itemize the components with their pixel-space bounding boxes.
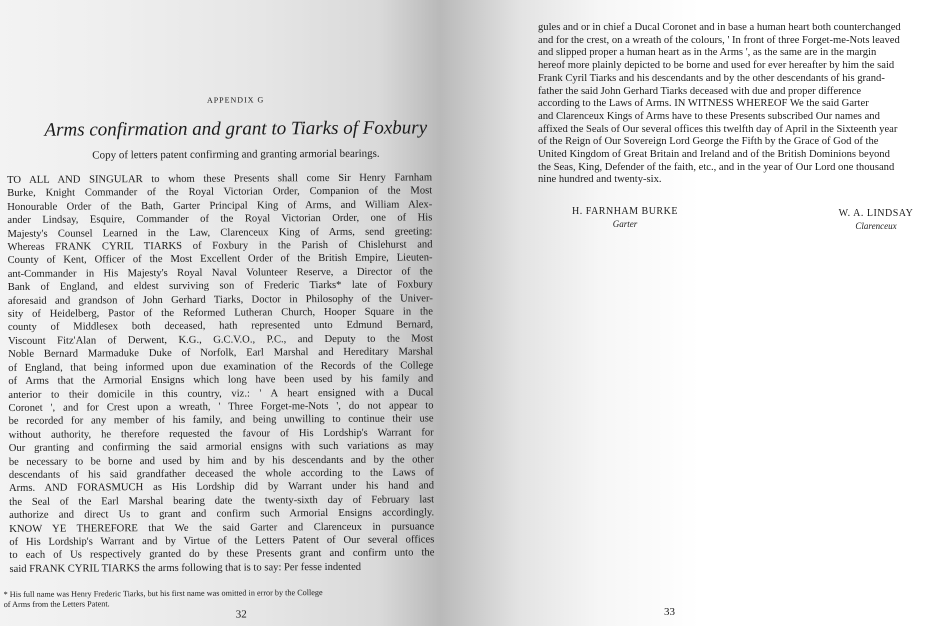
text-line: * His full name was Henry Frederic Tiarks, but his first name was omitted in error by the College (3, 588, 323, 599)
text-line: ant-Commander in His Majesty's Royal Naval Volunteer Reserve, a Director of the (7, 266, 433, 280)
left-body-text (7, 171, 434, 576)
text-line: Bank of England, and eldest surviving son of Frederic Tiarks* late of Foxbury (7, 279, 433, 294)
text-line: of Arms that the Armorial Ensigns which long have been used by his family and (8, 373, 434, 388)
text-line: said FRANK CYRIL TIARKS the arms following that is to say: Per fesse indented (9, 561, 362, 575)
signature-name: W. A. LINDSAY (838, 208, 914, 219)
text-line: Viscount Fitz'Alan of Derwent, K.G., G.C.V.O., P.C., and Deputy to the Most (8, 333, 434, 347)
text-line: and for the crest, on a wreath of the colours, ' In front of three Forget-me-Nots leaved (538, 34, 900, 46)
text-line: anterior to their domicile in this country, viz.: ' A heart ensigned with a Ducal (8, 386, 434, 401)
text-line: according to the Laws of Arms. IN WITNESS WHEREOF We the said Garter (538, 98, 869, 110)
text-line: ander Lindsay, Esquire, Commander of the Royal Victorian Order, one of His (7, 212, 433, 227)
text-line: without authority, he therefore requested the favour of His Lordship's Warrant for (8, 427, 434, 441)
text-line: descendants of his said grandfather deceased the whole according to the Laws of (8, 467, 434, 481)
text-line: sity of Heidelberg, Pastor of the Reformed Lutheran Church, Hooper Square in the (7, 306, 433, 321)
appendix-label: APPENDIX G (206, 95, 265, 105)
text-line: gules and or in chief a Ducal Coronet and in base a human heart both counterchanged (538, 22, 901, 33)
text-line: of the Reign of Our Sovereign Lord George the Fifth by the Grace of God of the (538, 136, 879, 148)
right-body-text (538, 22, 944, 187)
text-line: KNOW YE THEREFORE that We the said Garter and Clarenceux in pursuance (9, 520, 435, 535)
text-line: county of Middlesex both deceased, hath represented unto Edmund Bernard, (7, 319, 434, 334)
text-line: United Kingdom of Great Britain and Ireland and of the British Dominions beyond (538, 149, 890, 161)
text-line: authorize and direct Us to grant and confirm such Armorial Ensigns accordingly. (9, 507, 435, 522)
text-line: aforesaid and grandson of John Gerhard Tiarks, Doctor in Philosophy of the Univer- (7, 293, 433, 307)
signature-role: Garter (612, 219, 638, 229)
text-line: the Seal of the Earl Marshal bearing date the twenty-sixth day of February last (9, 494, 435, 508)
page-number-left: 32 (235, 608, 247, 621)
text-line: TO ALL AND SINGULAR to whom these Presents shall come Sir Henry Farnham (7, 172, 433, 186)
text-line: Whereas FRANK CYRIL TIARKS of Foxbury in the Parish of Chislehurst and (7, 239, 433, 253)
text-line: the Seas, King, Defender of the faith, etc., and in the year of Our Lord one thousand (538, 161, 895, 173)
text-line: Coronet ', and for Crest upon a wreath, ' Three Forget-me-Nots ', do not appear to (8, 400, 434, 414)
text-line: father the said John Gerhard Tiarks deceased with due and proper difference (538, 85, 862, 97)
page-title: Arms confirmation and grant to Tiarks of Foxbury (44, 117, 428, 141)
text-line: affixed the Seals of Our several offices this twelfth day of April in the Sixteenth year (538, 123, 898, 135)
text-line: of His Lordship's Warrant and by Virtue of the Letters Patent of Our several offices (9, 534, 435, 548)
text-line: and slipped proper a human heart as in the Arms ', as the same are in the margin (538, 47, 877, 59)
text-line: Majesty's Counsel Learned in the Law, Clarenceux King of Arms, send greeting: (7, 225, 433, 240)
text-line: Noble Bernard Marmaduke Duke of Norfolk, Earl Marshal and Hereditary Marshal (8, 346, 434, 361)
signature-name: H. FARNHAM BURKE (572, 206, 678, 217)
text-line: nine hundred and twenty-six. (538, 174, 662, 186)
text-line: hereof more plainly depicted to be borne and used for ever hereafter by him the said (538, 60, 895, 72)
text-line: to each of Us respectively granted do by these Presents grant and confirm unto the (9, 547, 435, 562)
text-line: Arms. AND FORASMUCH as His Lordship did by Warrant under his hand and (8, 480, 435, 495)
text-line: Honourable Order of the Bath, Garter Principal King of Arms, and William Alex- (7, 199, 433, 213)
text-line: of England, that being informed upon due examination of the Records of the College (8, 360, 434, 374)
page-number-right: 33 (664, 606, 675, 618)
signature-garter (560, 206, 690, 229)
text-line: County of Kent, Officer of the Most Excellent Order of the British Empire, Lieuten- (7, 252, 433, 267)
text-line: and Clarenceux Kings of Arms have to these Presents subscribed Our names and (538, 110, 880, 122)
signature-clarenceux (816, 208, 936, 231)
footnote (4, 587, 434, 610)
text-line: be recorded for any member of his family, and being unwilling to continue their use (8, 413, 434, 428)
text-line: of Arms from the Letters Patent. (3, 599, 110, 609)
text-line: Frank Cyril Tiarks and his descendants and by the other descendants of his grand- (538, 72, 885, 84)
text-line: be necessary to be borne and used by him and by his descendants and by the other (8, 453, 434, 468)
text-line: Burke, Knight Commander of the Royal Victorian Order, Companion of the Most (7, 185, 433, 200)
text-line: Our granting and confirming the said armorial ensigns with such variations as may (8, 440, 434, 455)
page-subtitle: Copy of letters patent confirming and granting armorial bearings. (92, 147, 380, 162)
right-page (530, 0, 944, 626)
signature-role: Clarenceux (855, 221, 897, 231)
